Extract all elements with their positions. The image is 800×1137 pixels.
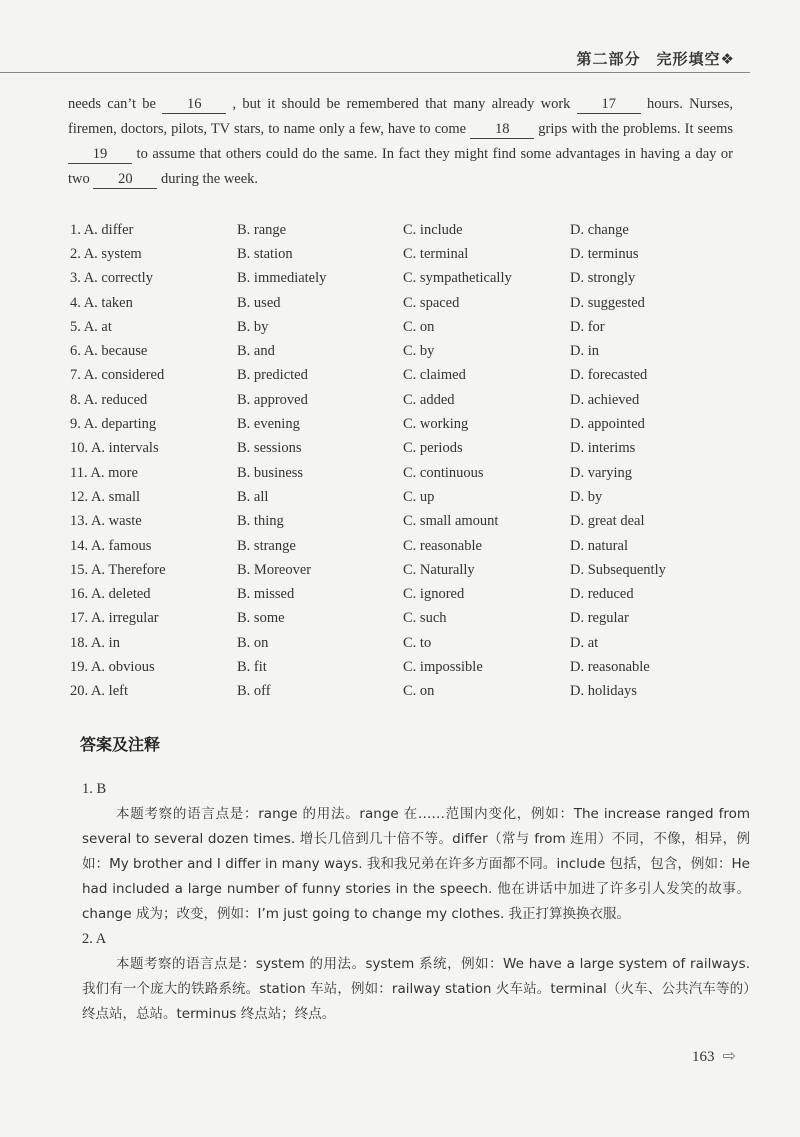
option-choice: C. working (403, 416, 469, 433)
option-choice: B. some (237, 610, 285, 627)
option-row (70, 461, 750, 485)
option-choice: D. varying (570, 464, 633, 481)
option-choice: D. strongly (570, 270, 636, 287)
option-choice: D. forecasted (570, 367, 648, 384)
option-choice: D. great deal (570, 513, 645, 530)
option-choice: C. by (403, 343, 435, 360)
option-choice: 17. A. irregular (70, 610, 159, 627)
option-choice: B. station (237, 245, 293, 262)
option-row (70, 510, 750, 534)
option-choice: B. Moreover (237, 561, 312, 578)
option-row (70, 558, 750, 582)
option-choice: B. immediately (237, 270, 327, 287)
option-row (70, 242, 750, 266)
option-choice: B. evening (237, 416, 300, 433)
option-choice: C. terminal (403, 245, 469, 262)
option-choice: D. appointed (570, 416, 645, 433)
option-choice: D. regular (570, 610, 629, 627)
option-choice: 20. A. left (70, 683, 128, 700)
next-page-arrow-icon: ⇨ (722, 1048, 736, 1065)
option-row (70, 412, 750, 436)
option-choice: D. for (570, 318, 605, 335)
option-choice: C. such (403, 610, 447, 627)
option-choice: B. business (237, 464, 304, 481)
option-choice: 8. A. reduced (70, 391, 148, 408)
option-choice: 11. A. more (70, 464, 138, 481)
option-choice: B. thing (237, 513, 284, 530)
option-choice: D. Subsequently (570, 561, 666, 578)
option-row (70, 291, 750, 315)
option-choice: D. reasonable (570, 658, 650, 675)
answer-explanation: 本题考察的语言点是：range 的用法。range 在……范围内变化，例如：The increase ranged from several to several dozen times. 增长几倍到几十倍不等。differ（常与 from 连用）不同，不像，相异，例如：My brother and I differ in many ways. 我和我兄弟在许多方面都不同。include 包括，包含，例如：He had included a large number of funny stories in the speech. 他在讲话中加进了许多引人发笑的故事。change 成为；改变，例如：I’m just going to change my clothes. 我正打算换换衣服。 (82, 806, 750, 922)
option-choice: D. holidays (570, 683, 637, 700)
option-choice: 9. A. departing (70, 416, 157, 433)
option-choice: B. fit (237, 658, 267, 675)
section-header: 第二部分 完形填空❖ (576, 50, 735, 68)
option-choice: 13. A. waste (70, 513, 142, 530)
passage-text (68, 92, 733, 192)
option-choice: 16. A. deleted (70, 586, 151, 603)
options-table (70, 218, 750, 704)
option-choice: D. by (570, 488, 603, 505)
option-row (70, 485, 750, 509)
option-row (70, 680, 750, 704)
option-choice: D. reduced (570, 586, 634, 603)
option-choice: 14. A. famous (70, 537, 152, 554)
option-choice: C. on (403, 683, 435, 700)
option-row (70, 437, 750, 461)
option-choice: B. predicted (237, 367, 308, 384)
option-choice: 1. A. differ (70, 221, 134, 238)
option-choice: 3. A. correctly (70, 270, 153, 287)
option-choice: 12. A. small (70, 488, 141, 505)
option-choice: 18. A. in (70, 634, 120, 651)
option-choice: C. small amount (403, 513, 499, 530)
option-choice: D. natural (570, 537, 628, 554)
option-choice: D. change (570, 221, 629, 238)
option-choice: 7. A. considered (70, 367, 165, 384)
option-choice: D. in (570, 343, 599, 360)
option-choice: C. ignored (403, 586, 465, 603)
option-row (70, 267, 750, 291)
page-footer (692, 1046, 736, 1066)
option-row (70, 218, 750, 242)
option-choice: C. include (403, 221, 463, 238)
passage-segment: hours. Nurses, firemen, doctors, pilots, TV stars, to name only a few, have to come (68, 96, 734, 137)
option-choice: C. continuous (403, 464, 484, 481)
option-choice: B. strange (237, 537, 296, 554)
option-choice: B. used (237, 294, 281, 311)
blank-17: 17 (577, 95, 641, 114)
option-row (70, 364, 750, 388)
option-choice: B. off (237, 683, 271, 700)
blank-20: 20 (93, 170, 157, 189)
option-row (70, 315, 750, 339)
option-choice: 6. A. because (70, 343, 148, 360)
option-choice: B. on (237, 634, 269, 651)
option-row (70, 631, 750, 655)
option-choice: D. interims (570, 440, 636, 457)
option-choice: C. added (403, 391, 455, 408)
option-choice: C. sympathetically (403, 270, 512, 287)
option-row (70, 339, 750, 363)
passage-segment: needs can’t be (68, 96, 163, 112)
option-row (70, 582, 750, 606)
option-choice: 10. A. intervals (70, 440, 159, 457)
option-choice: C. periods (403, 440, 463, 457)
option-choice: 15. A. Therefore (70, 561, 166, 578)
option-choice: 5. A. at (70, 318, 112, 335)
blank-19: 19 (68, 145, 132, 164)
option-choice: C. up (403, 488, 435, 505)
page-number: 163 (692, 1049, 715, 1065)
option-choice: B. and (237, 343, 275, 360)
option-choice: C. Naturally (403, 561, 475, 578)
answers-section (82, 777, 750, 1027)
option-choice: C. claimed (403, 367, 466, 384)
option-choice: D. suggested (570, 294, 645, 311)
passage-segment: during the week. (157, 171, 259, 187)
option-row (70, 534, 750, 558)
option-choice: C. spaced (403, 294, 460, 311)
passage-segment: , but it should be remembered that many already work (226, 96, 577, 112)
header-divider (0, 72, 750, 73)
option-choice: D. achieved (570, 391, 640, 408)
option-choice: C. on (403, 318, 435, 335)
option-row (70, 388, 750, 412)
blank-18: 18 (470, 120, 534, 139)
option-choice: D. at (570, 634, 599, 651)
option-choice: C. impossible (403, 658, 483, 675)
blank-16: 16 (162, 95, 226, 114)
passage-segment: to assume that others could do the same. In fact they might find some advantages in having a day or two (68, 146, 733, 187)
option-row (70, 655, 750, 679)
option-choice: B. approved (237, 391, 308, 408)
option-row (70, 607, 750, 631)
option-choice: 19. A. obvious (70, 658, 155, 675)
answer-label: 2. A (82, 931, 107, 947)
option-choice: B. range (237, 221, 287, 238)
answer-label: 1. B (82, 781, 107, 797)
passage-segment: grips with the problems. It seems (534, 121, 733, 137)
option-choice: B. all (237, 488, 269, 505)
answers-title: 答案及注释 (80, 735, 161, 754)
option-choice: 4. A. taken (70, 294, 133, 311)
option-choice: C. to (403, 634, 432, 651)
option-choice: D. terminus (570, 245, 639, 262)
option-choice: C. reasonable (403, 537, 482, 554)
option-choice: B. missed (237, 586, 295, 603)
option-choice: B. by (237, 318, 269, 335)
option-choice: B. sessions (237, 440, 302, 457)
option-choice: 2. A. system (70, 245, 142, 262)
answer-explanation: 本题考察的语言点是：system 的用法。system 系统，例如：We have a large system of railways. 我们有一个庞大的铁路系统。station 车站，例如：railway station 火车站。terminal（火车、公共汽车等的）终点站，总站。terminus 终点站；终点。 (82, 956, 750, 1022)
